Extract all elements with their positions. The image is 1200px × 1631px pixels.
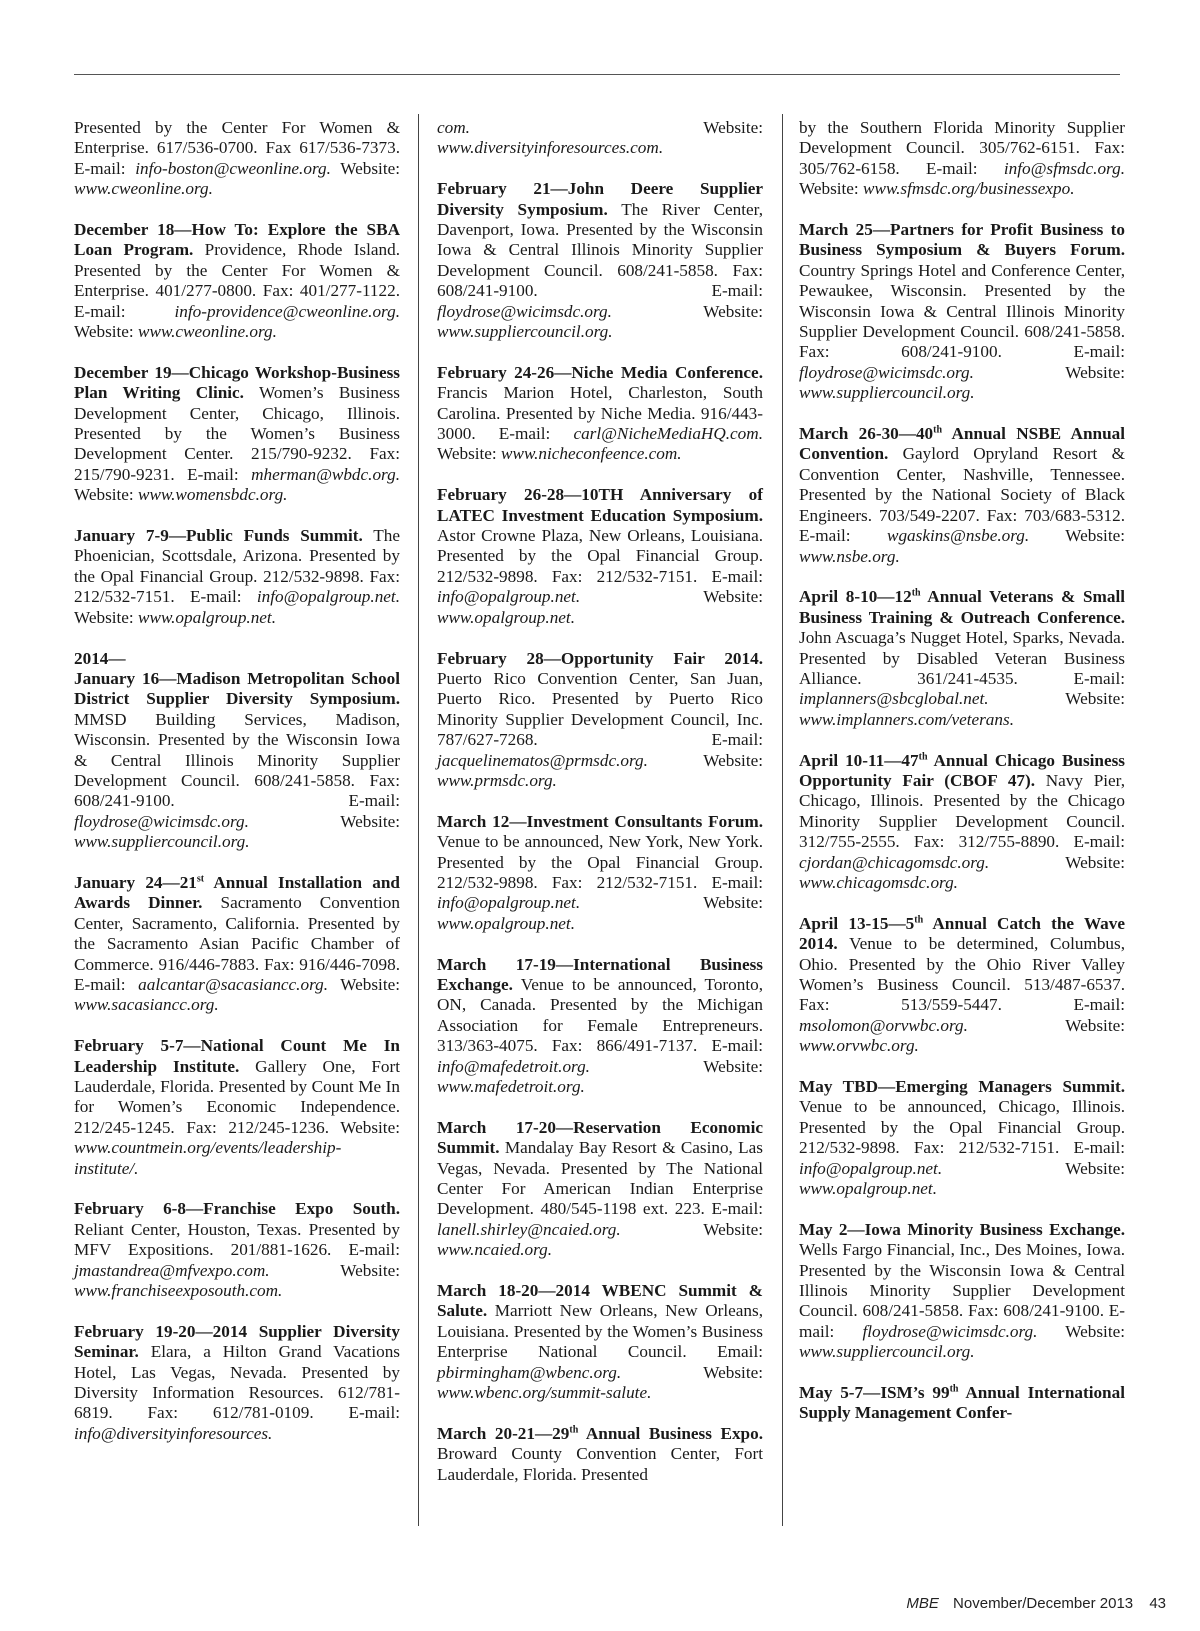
event-website: www.franchiseexposouth.com.	[74, 1281, 283, 1301]
event-title: Annual Installation and Awards Dinner.	[74, 872, 400, 913]
event-website: www.opalgroup.net.	[799, 1179, 937, 1199]
event-details: Gaylord Opryland Resort & Convention Center, Nashville, Tennessee. Presented by the National Society of Black Engineers. 703/549-2207. Fax: 703/683-5312. E-mail:	[799, 444, 1125, 546]
website-label: Website:	[437, 444, 502, 464]
event-website: www.nsbe.org.	[799, 546, 900, 566]
event-email: mherman@wbdc.org.	[251, 464, 400, 484]
event-title: Annual Business Expo.	[578, 1423, 763, 1443]
website-label: Website:	[1037, 1321, 1126, 1341]
event-title: February 21—John Deere Supplier Diversity Symposium.	[437, 179, 763, 219]
event-title: February 19-20—2014 Supplier Diversity Seminar.	[74, 1321, 400, 1362]
website-label: Website:	[328, 974, 401, 994]
website-label: Website:	[269, 1260, 400, 1280]
website-label: Website:	[589, 1056, 763, 1076]
event-website: www.prmsdc.org.	[437, 770, 557, 790]
event-details: The River Center, Davenport, Iowa. Presented by the Wisconsin Iowa & Central Illinois Minority Supplier Development Council. 608/241-5858. Fax: 608/241-9100. E-mail:	[437, 199, 763, 301]
event-entry	[799, 587, 1125, 730]
ordinal-suffix: th	[949, 1383, 959, 1395]
event-title: Annual Veterans & Small Business Training & Outreach Conference.	[799, 587, 1126, 627]
event-website: www.diversityinforesources.com.	[437, 138, 664, 158]
event-website: www.orvwbc.org.	[799, 1036, 919, 1056]
event-email: info-boston@cweonline.org.	[135, 158, 331, 178]
column-1	[74, 118, 400, 1465]
website-label: Website:	[973, 362, 1125, 382]
ordinal-suffix: th	[918, 750, 928, 762]
event-details: Reliant Center, Houston, Texas. Presented by MFV Expositions. 201/881-1626. E-mail:	[74, 1219, 400, 1260]
ordinal-suffix: th	[911, 587, 921, 599]
event-website: www.suppliercouncil.org.	[799, 383, 975, 403]
event-entry	[74, 220, 400, 342]
event-entry	[799, 424, 1125, 567]
event-email: lanell.shirley@ncaied.org.	[437, 1219, 621, 1239]
event-email: floydrose@wicimsdc.org.	[74, 811, 249, 831]
event-title: March 18-20—2014 WBENC Summit & Salute.	[437, 1281, 763, 1321]
event-title: December 18—How To: Explore the SBA Loan Program.	[74, 220, 400, 260]
website-label: Website:	[988, 689, 1125, 709]
event-entry	[74, 1199, 400, 1301]
event-details: Mandalay Bay Resort & Casino, Las Vegas, Nevada. Presented by The National Center For American Indian Enterprise Development. 480/545-1198 ext. 223. E-mail:	[437, 1138, 763, 1219]
event-email: com.	[437, 118, 470, 137]
event-details: Venue to be announced, Toronto, ON, Canada. Presented by the Michigan Association for Female Entrepreneurs. 313/363-4075. Fax: 866/491-7137. E-mail:	[437, 974, 763, 1056]
event-entry	[799, 1077, 1125, 1199]
year-heading: 2014—	[74, 648, 126, 668]
page-footer	[906, 1595, 1166, 1612]
event-website: www.mafedetroit.org.	[437, 1077, 585, 1096]
event-website: www.chicagomsdc.org.	[799, 872, 958, 892]
event-title: January 7-9—Public Funds Summit.	[74, 526, 363, 546]
event-email: wgaskins@nsbe.org.	[886, 526, 1030, 546]
event-email: info@opalgroup.net.	[437, 587, 581, 607]
event-website: www.womensbdc.org.	[138, 485, 288, 505]
event-website: www.countmein.org/events/leadership-institute/.	[74, 1138, 342, 1178]
website-label: Website:	[74, 485, 139, 505]
column-2	[437, 118, 763, 1505]
event-details: Providence, Rhode Island. Presented by the Center For Women & Enterprise. 401/277-0800. Fax: 401/277-1122. E-mail:	[74, 240, 400, 321]
event-entry	[74, 526, 400, 628]
event-details: Women’s Business Development Center, Chicago, Illinois. Presented by the Women’s Business Development Center. 215/790-9232. Fax: 215/790-9231. E-mail:	[74, 383, 400, 484]
event-website: www.wbenc.org/summit-salute.	[437, 1383, 652, 1403]
website-label: Website:	[647, 750, 763, 770]
event-email: info@opalgroup.net.	[437, 893, 581, 913]
event-email: pbirmingham@wbenc.org.	[437, 1362, 622, 1382]
column-divider	[782, 114, 783, 1526]
website-label: Website:	[469, 118, 763, 137]
event-email: msolomon@orvwbc.org.	[799, 1015, 968, 1035]
event-title: May 2—Iowa Minority Business Exchange.	[799, 1219, 1125, 1239]
magazine-name: MBE	[906, 1595, 939, 1612]
event-entry	[799, 914, 1125, 1057]
website-label: Website:	[74, 322, 139, 342]
event-title: January 16—Madison Metropolitan School District Supplier Diversity Symposium.	[74, 668, 400, 709]
event-entry	[437, 955, 763, 1098]
event-website: www.sacasiancc.org.	[74, 995, 219, 1015]
event-details: Venue to be determined, Columbus, Ohio. Presented by the Ohio River Valley Women’s Business Council. 513/487-6537. Fax: 513/559-5447. E-mail:	[799, 934, 1125, 1015]
event-entry	[74, 1322, 400, 1444]
event-email: cjordan@chicagomsdc.org.	[799, 852, 990, 872]
website-label: Website:	[1029, 526, 1126, 546]
event-website: www.suppliercouncil.org.	[74, 832, 250, 852]
event-title: Annual Chicago Business Opportunity Fair (CBOF 47).	[799, 750, 1125, 790]
event-details: Francis Marion Hotel, Charleston, South Carolina. Presented by Niche Media. 916/443-3000. E-mail:	[437, 383, 763, 444]
website-label: Website:	[330, 158, 401, 178]
event-details: by the Southern Florida Minority Supplier Development Council. 305/762-6151. Fax: 305/762-6158. E-mail:	[799, 118, 1125, 178]
event-title: March 26-30—40	[799, 424, 934, 444]
event-entry	[437, 1281, 763, 1403]
event-details: MMSD Building Services, Madison, Wisconsin. Presented by the Wisconsin Iowa & Central Illinois Minority Supplier Development Council. 608/241-5858. Fax: 608/241-9100. E-mail:	[74, 709, 400, 811]
website-label: Website:	[611, 301, 763, 321]
event-website: www.opalgroup.net.	[138, 607, 277, 627]
website-label: Website:	[248, 811, 400, 831]
event-title: February 24-26—Niche Media Conference.	[437, 362, 763, 382]
event-title: January 24—21	[74, 872, 197, 892]
event-title: April 13-15—5	[799, 913, 915, 933]
event-details: John Ascuaga’s Nugget Hotel, Sparks, Nevada. Presented by Disabled Veteran Business Alliance. 361/241-4535. E-mail:	[799, 628, 1125, 688]
event-entry	[799, 1383, 1125, 1424]
event-details: Elara, a Hilton Grand Vacations Hotel, Las Vegas, Nevada. Presented by Diversity Information Resources. 612/781-6819. Fax: 612/781-0109. E-mail:	[74, 1342, 400, 1423]
event-details: Broward County Convention Center, Fort Lauderdale, Florida. Presented	[437, 1444, 763, 1484]
website-label: Website:	[620, 1219, 763, 1239]
event-title: March 12—Investment Consultants Forum.	[437, 811, 763, 831]
event-entry	[437, 363, 763, 465]
event-website: www.suppliercouncil.org.	[437, 322, 613, 342]
event-details: The Phoenician, Scottsdale, Arizona. Presented by the Opal Financial Group. 212/532-9898. Fax: 212/532-7151. E-mail:	[74, 526, 400, 607]
event-details: Venue to be announced, New York, New York. Presented by the Opal Financial Group. 212/532-9898. Fax: 212/532-7151. E-mail:	[437, 832, 763, 892]
event-title: March 25—Partners for Profit Business to Business Symposium & Buyers Forum.	[799, 220, 1125, 260]
ordinal-suffix: st	[196, 873, 205, 885]
event-entry	[799, 1220, 1125, 1363]
continued-entry	[799, 118, 1125, 200]
event-email: aalcantar@sacasiancc.org.	[138, 974, 329, 994]
event-email: jmastandrea@mfvexpo.com.	[74, 1260, 270, 1280]
website-label: Website:	[74, 607, 139, 627]
website-label: Website:	[989, 852, 1125, 872]
event-entry	[437, 1118, 763, 1261]
event-title: March 17-20—Reservation Economic Summit.	[437, 1117, 763, 1158]
event-email: jacquelinematos@prmsdc.org.	[437, 750, 648, 770]
column-3	[799, 118, 1125, 1444]
event-title: February 5-7—National Count Me In Leadership Institute.	[74, 1036, 400, 1076]
event-website: www.nicheconfeence.com.	[501, 444, 682, 464]
continued-entry	[437, 118, 763, 159]
page-number: 43	[1149, 1595, 1166, 1612]
website-label: Website:	[967, 1015, 1125, 1035]
event-details: Wells Fargo Financial, Inc., Des Moines, Iowa. Presented by the Wisconsin Iowa & Central Illinois Minority Supplier Development Council. 608/241-5858. Fax: 608/241-9100. E-mail:	[799, 1240, 1125, 1341]
event-title: March 20-21—29	[437, 1423, 570, 1443]
event-entry	[437, 179, 763, 342]
event-website: www.opalgroup.net.	[437, 607, 575, 627]
event-title: March 17-19—International Business Exchange.	[437, 954, 763, 994]
top-rule	[74, 74, 1120, 75]
website-label: Website:	[580, 893, 763, 913]
event-email: floydrose@wicimsdc.org.	[862, 1321, 1038, 1341]
event-email: carl@NicheMediaHQ.com.	[573, 424, 763, 444]
event-details: Navy Pier, Chicago, Illinois. Presented by the Chicago Minority Supplier Development Council. 312/755-2555. Fax: 312/755-8890. E-mail:	[799, 770, 1125, 852]
event-entry	[74, 873, 400, 1016]
event-website: www.cweonline.org.	[74, 179, 213, 199]
event-entry	[74, 363, 400, 506]
website-label: Website:	[942, 1158, 1125, 1178]
event-details: Marriott New Orleans, New Orleans, Louisiana. Presented by the Women’s Business Enterprise National Council. Email:	[437, 1301, 763, 1362]
event-website: www.implanners.com/veterans.	[799, 709, 1014, 729]
event-entry	[437, 649, 763, 792]
event-details: Sacramento Convention Center, Sacramento, California. Presented by the Sacramento Asian Pacific Chamber of Commerce. 916/446-7883. Fax: 916/446-7098. E-mail:	[74, 893, 400, 994]
event-entry	[437, 1424, 763, 1485]
event-details: Country Springs Hotel and Conference Center, Pewaukee, Wisconsin. Presented by the Wisconsin Iowa & Central Illinois Minority Supplier Development Council. 608/241-5858. Fax: 608/241-9100. E-mail:	[799, 260, 1125, 362]
event-details: Venue to be announced, Chicago, Illinois. Presented by the Opal Financial Group. 212/532-9898. Fax: 212/532-7151. E-mail:	[799, 1097, 1125, 1158]
website-label: Website:	[580, 587, 763, 607]
event-email: floydrose@wicimsdc.org.	[437, 301, 612, 321]
event-entry	[799, 751, 1125, 894]
event-website: www.ncaied.org.	[437, 1240, 553, 1260]
event-title: Annual International Supply Management Confer-	[799, 1383, 1125, 1423]
event-title: February 28—Opportunity Fair 2014.	[437, 648, 763, 668]
event-email: info@opalgroup.net.	[799, 1158, 943, 1178]
event-title: May TBD—Emerging Managers Summit.	[799, 1077, 1125, 1096]
event-entry	[74, 1036, 400, 1179]
event-entry	[74, 649, 400, 853]
event-email: info@mafedetroit.org.	[437, 1056, 590, 1076]
event-details: Presented by the Center For Women & Enterprise. 617/536-0700. Fax 617/536-7373. E-mail:	[74, 118, 400, 178]
ordinal-suffix: th	[569, 1424, 579, 1436]
event-email: info@diversityinforesources.	[74, 1423, 273, 1443]
event-title: February 6-8—Franchise Expo South.	[74, 1199, 400, 1219]
event-entry	[799, 220, 1125, 404]
issue-date: November/December 2013	[953, 1595, 1134, 1612]
event-title: April 8-10—12	[799, 587, 912, 607]
ordinal-suffix: th	[914, 914, 924, 926]
event-entry	[437, 812, 763, 934]
event-email: floydrose@wicimsdc.org.	[799, 362, 974, 382]
event-website: www.cweonline.org.	[138, 322, 277, 342]
event-title: February 26-28—10TH Anniversary of LATEC Investment Education Symposium.	[437, 485, 763, 525]
event-email: info-providence@cweonline.org.	[174, 301, 400, 321]
event-title: Annual Catch the Wave 2014.	[799, 913, 1125, 954]
event-email: info@opalgroup.net.	[256, 587, 400, 607]
event-entry	[437, 485, 763, 628]
continued-entry	[74, 118, 400, 200]
event-title: April 10-11—47	[799, 750, 919, 770]
event-details: Astor Crowne Plaza, New Orleans, Louisiana. Presented by the Opal Financial Group. 212/532-9898. Fax: 212/532-7151. E-mail:	[437, 526, 763, 586]
event-website: www.suppliercouncil.org.	[799, 1342, 975, 1362]
event-details: Gallery One, Fort Lauderdale, Florida. Presented by Count Me In for Women’s Economic Independence. 212/245-1245. Fax: 212/245-1236. Website:	[74, 1056, 400, 1137]
ordinal-suffix: th	[933, 424, 943, 436]
event-title: Annual NSBE Annual Convention.	[799, 424, 1125, 464]
event-website: www.opalgroup.net.	[437, 913, 575, 933]
website-label: Website:	[799, 179, 864, 199]
event-website: www.sfmsdc.org/businessexpo.	[863, 179, 1075, 199]
event-email: info@sfmsdc.org.	[1003, 158, 1125, 178]
event-title: May 5-7—ISM’s 99	[799, 1383, 950, 1403]
event-details: Puerto Rico Convention Center, San Juan, Puerto Rico. Presented by Puerto Rico Minority Supplier Development Council, Inc. 787/627-7268. E-mail:	[437, 668, 763, 750]
website-label: Website:	[621, 1362, 763, 1382]
event-title: December 19—Chicago Workshop-Business Plan Writing Clinic.	[74, 362, 400, 403]
event-email: implanners@sbcglobal.net.	[799, 689, 989, 709]
column-divider	[418, 114, 419, 1526]
